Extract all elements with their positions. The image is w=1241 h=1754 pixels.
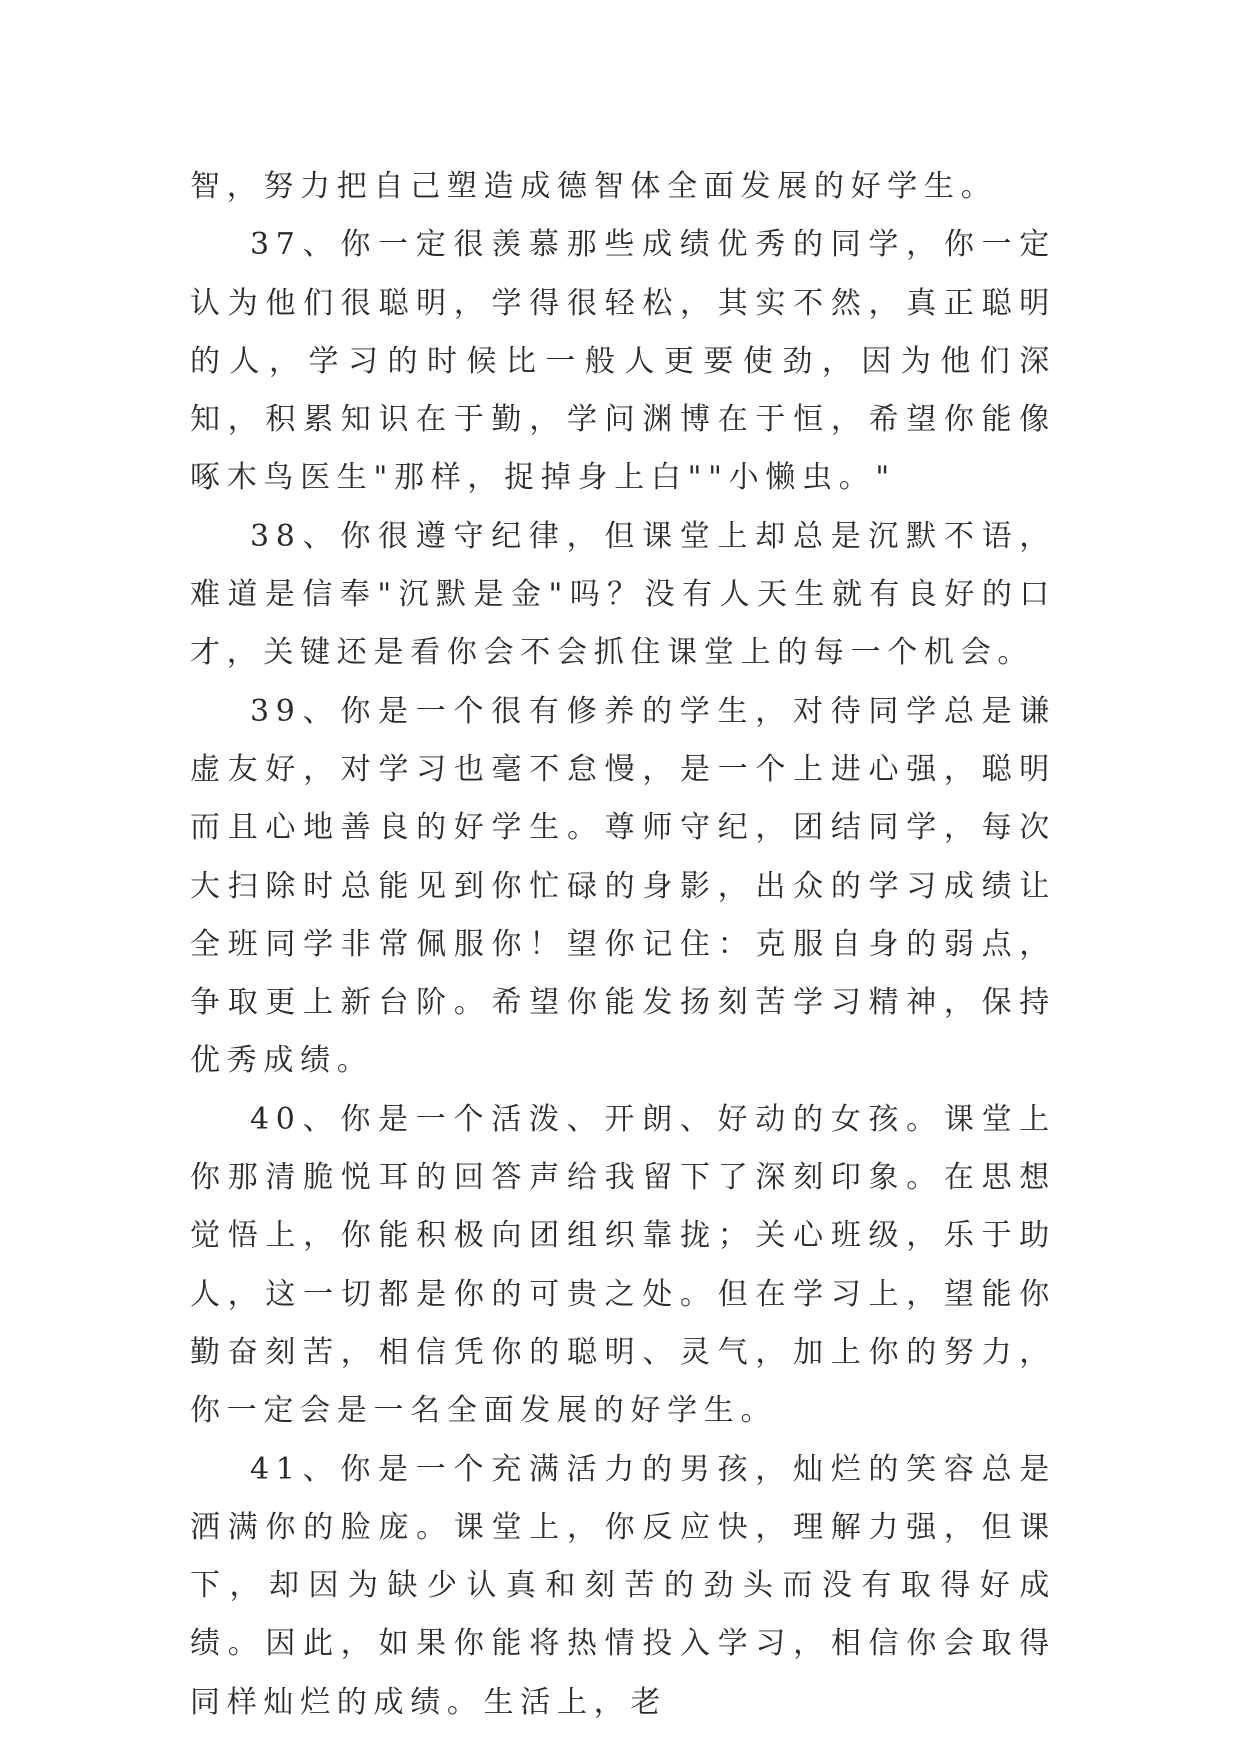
paragraph-39: 39、你是一个很有修养的学生，对待同学总是谦虚友好，对学习也毫不怠慢，是一个上进心强，聪明而且心地善良的好学生。尊师守纪，团结同学，每次大扫除时总能见到你忙碌的身影，出众的学习成绩让全班同学非常佩服你！望你记住：克服自身的弱点，争取更上新台阶。希望你能发扬刻苦学习精神，保持优秀成绩。 — [190, 693, 1056, 1079]
paragraph-41: 41、你是一个充满活力的男孩，灿烂的笑容总是洒满你的脸庞。课堂上，你反应快，理解力强，但课下，却因为缺少认真和刻苦的劲头而没有取得好成绩。因此，如果你能将热情投入学习，相信你会取得同样灿烂的成绩。生活上，老 — [190, 1451, 1056, 1720]
paragraph-continuation: 智，努力把自己塑造成德智体全面发展的好学生。 — [190, 169, 998, 204]
paragraph-40: 40、你是一个活泼、开朗、好动的女孩。课堂上你那清脆悦耳的回答声给我留下了深刻印象。在思想觉悟上，你能积极向团组织靠拢；关心班级，乐于助人，这一切都是你的可贵之处。但在学习上，望能你勤奋刻苦，相信凭你的聪明、灵气，加上你的努力，你一定会是一名全面发展的好学生。 — [190, 1101, 1056, 1429]
document-body — [190, 158, 1056, 1732]
paragraph-37: 37、你一定很羡慕那些成绩优秀的同学，你一定认为他们很聪明，学得很轻松，其实不然，真正聪明的人，学习的时候比一般人更要使劲，因为他们深知，积累知识在于勤，学问渊博在于恒，希望你能像啄木鸟医生"那样，捉掉身上白""小懒虫。" — [190, 227, 1056, 496]
paragraph-38: 38、你很遵守纪律，但课堂上却总是沉默不语，难道是信奉"沉默是金"吗？没有人天生就有良好的口才，关键还是看你会不会抓住课堂上的每一个机会。 — [190, 518, 1056, 671]
